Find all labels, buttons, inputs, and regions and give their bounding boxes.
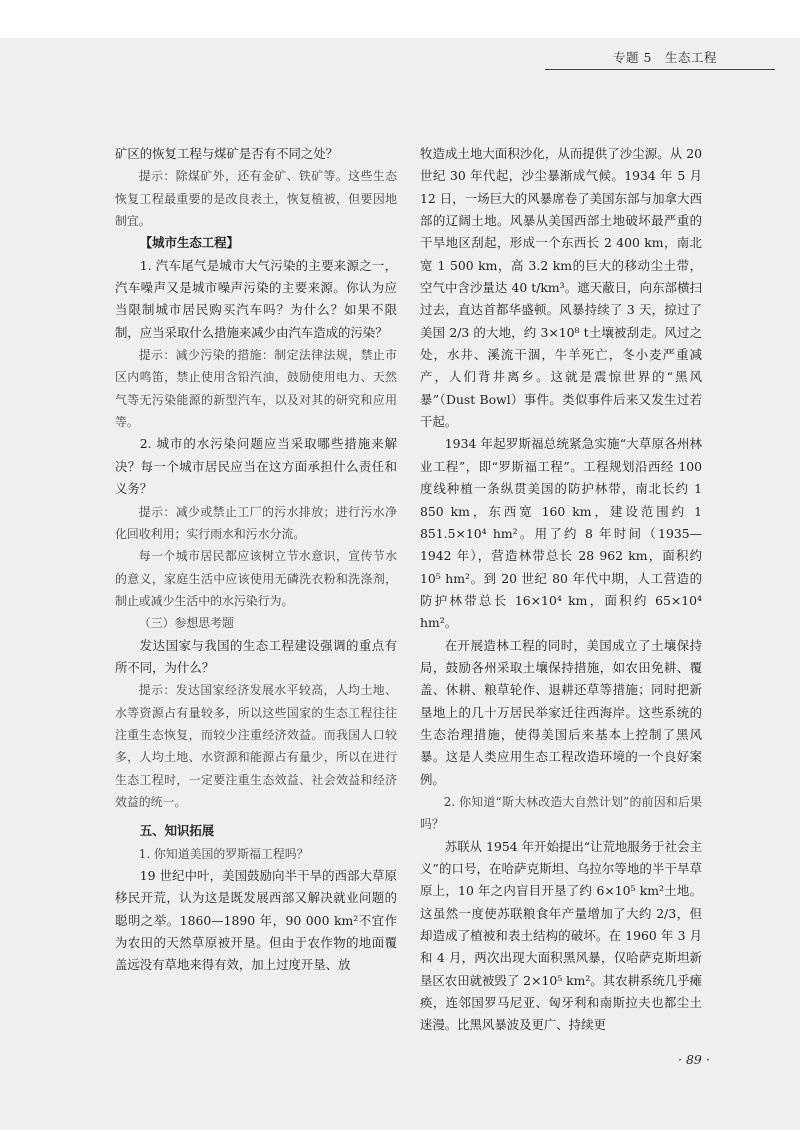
hint-text: 每一个城市居民都应该树立节水意识，宣传节水的意义，家庭生活中应该使用无磷洗衣粉和洗涤剂，制止或减少生活中的水污染行为。: [115, 549, 397, 608]
section-heading: 【城市生态工程】: [139, 235, 239, 251]
hint-text: 提示：除煤矿外，还有金矿、铁矿等。这些生态恢复工程最重要的是改良表土，恢复植被，但要因地制宜。: [115, 169, 397, 229]
question-text: 2. 城市的水污染问题应当采取哪些措施来解决？每一个城市居民应当在这方面承担什么责任和义务？: [115, 436, 397, 497]
section-heading: （三）参想思考题: [138, 616, 234, 631]
body-paragraph: 1934 年起罗斯福总统紧急实施“大草原各州林业工程”，即“罗斯福工程”。工程规划沿西经 100 度线种植一条纵贯美国的防护林带，南北长约 1 850 km，东西宽 160 km，建设范围约 1 851.5×10⁴ hm²。用了约 8 年时间（1935—1942 年），营造林带总长 28 962 km，面积约 10⁵ hm²。到 20 世纪 80 年代中期，人工营造的防护林带总长 16×10⁴ km，面积约 65×10⁴ hm²。: [420, 436, 702, 631]
section-heading: 五、知识拓展: [139, 823, 215, 839]
header-rule: [545, 69, 775, 70]
body-paragraph: 牧造成土地大面积沙化，从而提供了沙尘源。从 20 世纪 30 年代起，沙尘暴渐成气候。1934 年 5 月 12 日，一场巨大的风暴席卷了美国东部与加拿大西部的辽阔土地。风暴从美国西部土地破坏最严重的干旱地区刮起，形成一个东西长 2 400 km，南北宽 1 500 km，高 3.2 km的巨大的移动尘土带，空气中含沙量达 40 t/km³。遮天蔽日，向东部横扫过去，直达首都华盛顿。风暴持续了 3 天，掠过了美国 2/3 的大地，约 3×10⁸ t土壤被刮走。风过之处，水井、溪流干涸，牛羊死亡，冬小麦严重减产，人们背井离乡。这就是震惊世界的“黑风暴”（Dust Bowl）事件。类似事件后来又发生过若干起。: [420, 146, 702, 430]
running-header: 专题 5 生态工程: [613, 50, 717, 65]
subsection-title: 2. 你知道“斯大林改造大自然计划”的前因和后果吗？: [420, 794, 702, 832]
question-text: 矿区的恢复工程与煤矿是否有不同之处？: [115, 146, 339, 161]
subsection-title: 1. 你知道美国的罗斯福工程吗？: [138, 846, 309, 861]
question-text: 1. 汽车尾气是城市大气污染的主要来源之一，汽车噪声又是城市噪声污染的主要来源。你认为应当限制城市居民购买汽车吗？为什么？如果不限制，应当采取什么措施来减少由汽车造成的污染？: [115, 257, 397, 340]
left-column: [115, 143, 397, 977]
body-paragraph: 在开展造林工程的同时，美国成立了土壤保持局，鼓励各州采取土壤保持措施，如农田免耕、覆盖、休耕、粮草轮作、退耕还草等措施；同时把新垦地上的几十万居民举家迁往西海岸。这些系统的生态治理措施，使得美国后来基本上控制了黑风暴。这是人类应用生态工程改造环境的一个良好案例。: [420, 637, 702, 787]
body-paragraph: 苏联从 1954 年开始提出“让荒地服务于社会主义”的口号，在哈萨克斯坦、乌拉尔等地的半干旱草原上，10 年之内盲目开垦了约 6×10⁵ km²土地。这虽然一度使苏联粮食年产量增加了大约 2/3，但却造成了植被和表土结构的破坏。在 1960 年 3 月和 4 月，两次出现大面积黑风暴，仅哈萨克斯坦新垦区农田就被毁了 2×10⁵ km²。其农耕系统几乎瘫痪，连邻国罗马尼亚、匈牙利和南斯拉夫也都尘土迷漫。比黑风暴波及更广、持续更: [420, 838, 702, 1033]
hint-text: 提示：减少污染的措施：制定法律法规，禁止市区内鸣笛，禁止使用含铅汽油，鼓励使用电力、天然气等无污染能源的新型汽车，以及对其的研究和应用等。: [115, 348, 397, 430]
right-column: [420, 143, 702, 1037]
body-paragraph: 19 世纪中叶，美国鼓励向半干旱的西部大草原移民开荒，认为这是既发展西部又解决就业问题的聪明之举。1860—1890 年，90 000 km²不宜作为农田的天然草原被开垦。但由于农作物的地面覆盖远没有草地来得有效，加上过度开垦、放: [115, 868, 397, 973]
hint-text: 提示：发达国家经济发展水平较高，人均土地、水等资源占有量较多，所以这些国家的生态工程往往注重生态恢复，而较少注重经济效益。而我国人口较多，人均土地、水资源和能源占有量少，所以在进行生态工程时，一定要注重生态效益、社会效益和经济效益的统一。: [115, 683, 397, 809]
page-number: · 89 ·: [678, 1052, 710, 1067]
question-text: 发达国家与我国的生态工程建设强调的重点有所不同，为什么？: [115, 637, 397, 675]
hint-text: 提示：减少或禁止工厂的污水排放；进行污水净化回收利用；实行雨水和污水分流。: [115, 504, 397, 541]
